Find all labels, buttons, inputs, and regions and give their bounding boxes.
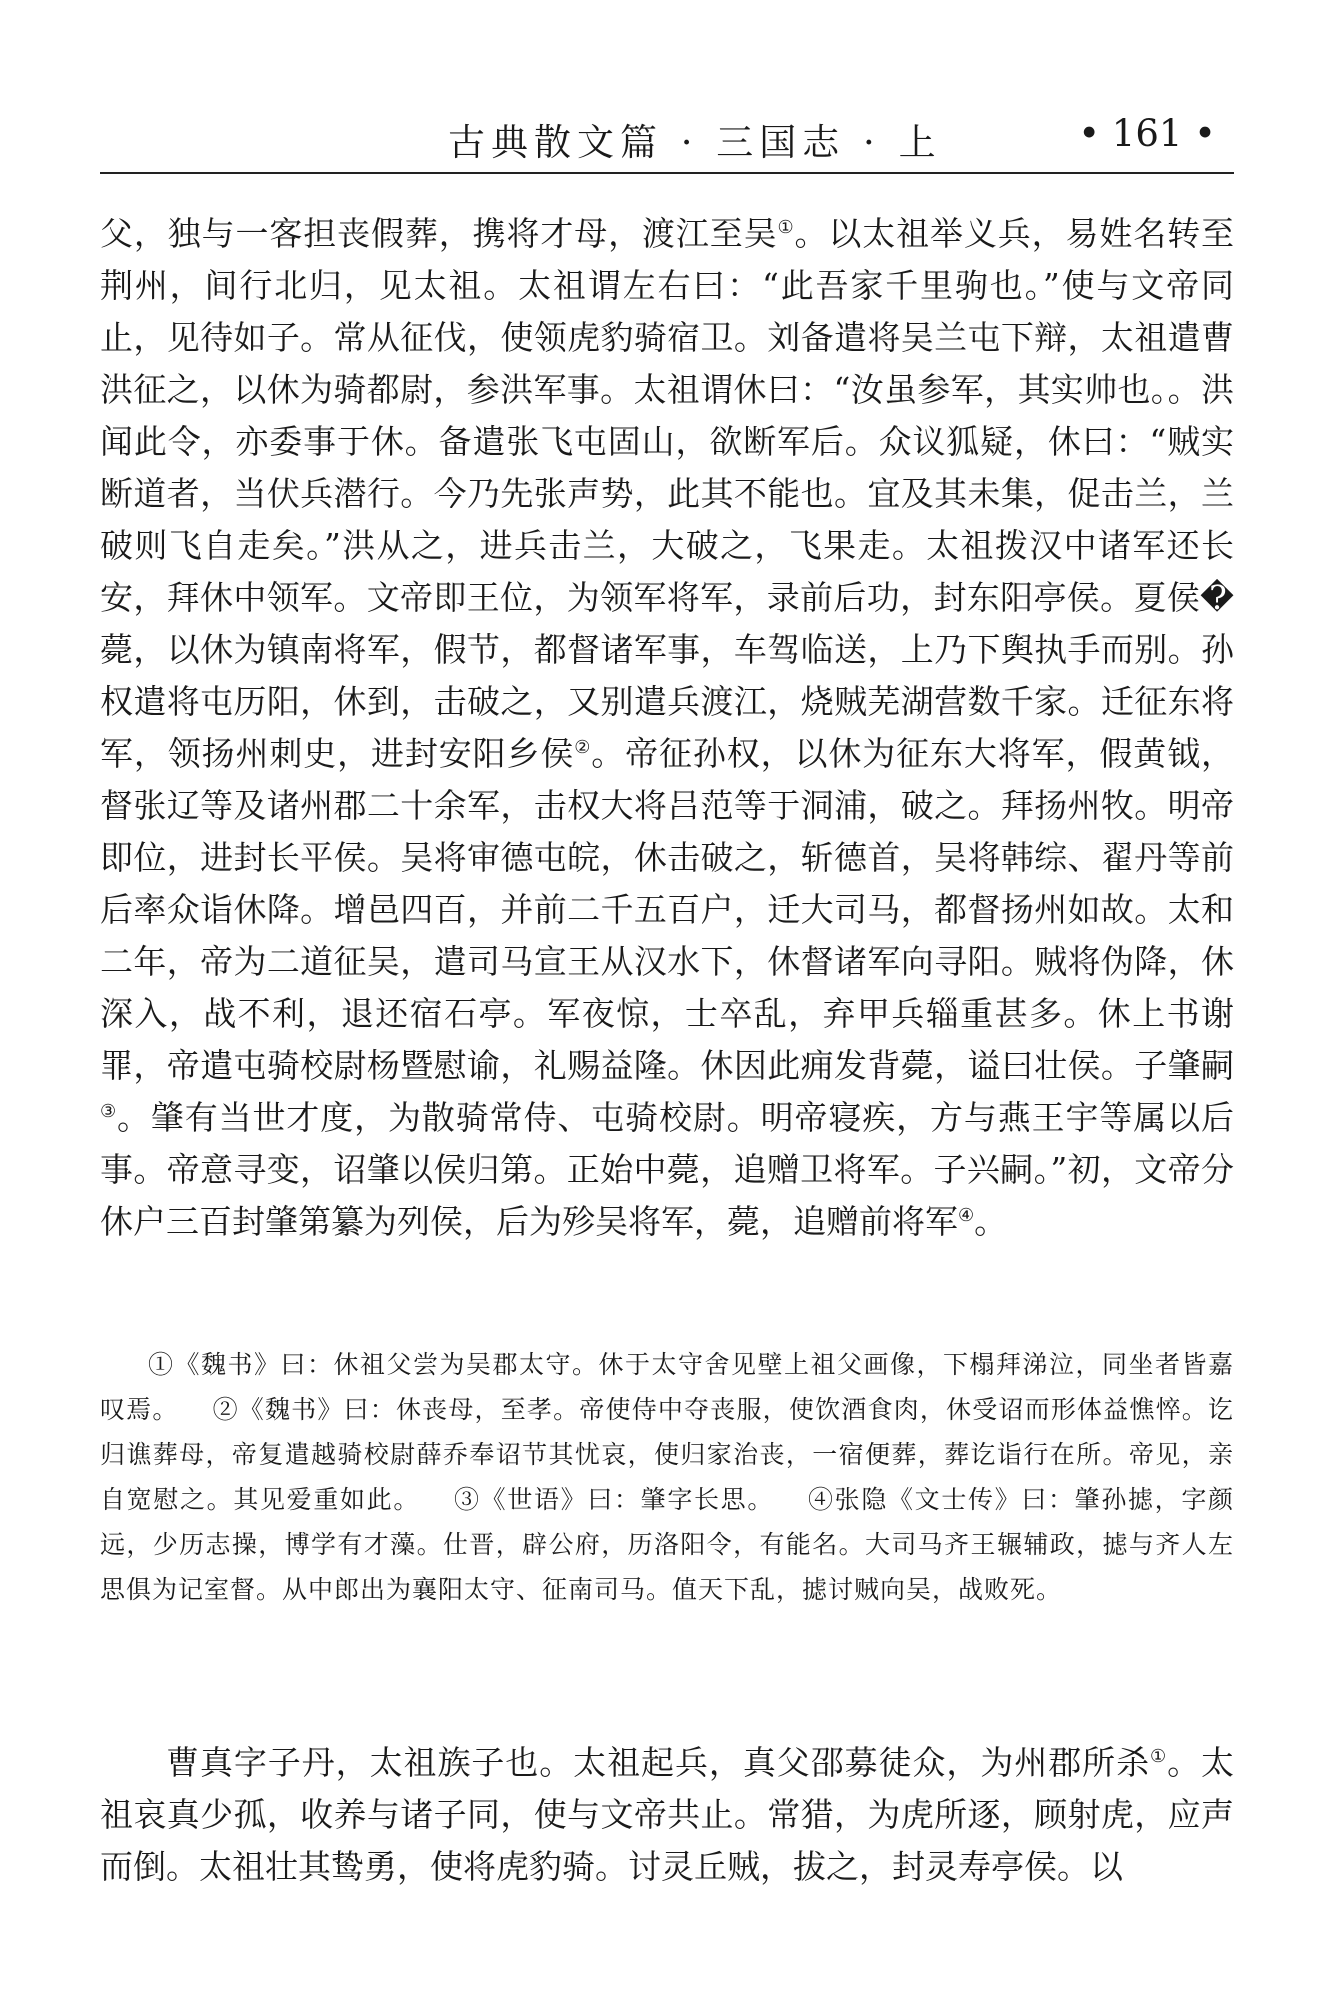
footnote-ref-p2-1: ① (1150, 1746, 1168, 1767)
footnote-ref-1: ① (777, 217, 795, 238)
page-number: • 161 • (1078, 112, 1216, 155)
footnote-ref-4: ④ (958, 1205, 975, 1226)
footnotes-block (100, 1342, 1234, 1612)
text-segment: 。肇有当世才度，为散骑常侍、屯骑校尉。明帝寝疾，方与燕王宇等属以后事。帝意寻变，诏肇以侯归第。正始中薨，追赠卫将军。子兴嗣。”初，文帝分休户三百封肇第纂为列侯，后为殄吴将军，薨，追赠前将军 (100, 1098, 1235, 1241)
text-segment: 。太祖哀真少孤，收养与诸子同，使与文帝共止。常猎，为虎所逐，顾射虎，应声而倒。太祖壮其鸷勇，使将虎豹骑。讨灵丘贼，拔之，封灵寿亭侯。以 (100, 1743, 1235, 1886)
footnote-ref-2: ② (574, 737, 592, 758)
footnote-2: ②《魏书》曰：休丧母，至孝。帝使侍中夺丧服，使饮酒食肉，休受诏而形体益憔悴。讫归谯葬母，帝复遣越骑校尉薛乔奉诏节其忧哀，使归家治丧，一宿便葬，葬讫诣行在所。帝见，亲自宽慰之。其见爱重如此。 (100, 1395, 1234, 1514)
footnote-1: ①《魏书》曰：休祖父尝为吴郡太守。休于太守舍见壁上祖父画像，下榻拜涕泣，同坐者皆嘉叹焉。 (100, 1350, 1234, 1424)
text-segment: 。帝征孙权，以休为征东大将军，假黄钺，督张辽等及诸州郡二十余军，击权大将吕范等于洞浦，破之。拜扬州牧。明帝即位，进封长平侯。吴将审德屯皖，休击破之，斩德首，吴将韩综、翟丹等前后率众诣休降。增邑四百，并前二千五百户，迁大司马，都督扬州如故。太和二年，帝为二道征吴，遣司马宣王从汉水下，休督诸军向寻阳。贼将伪降，休深入，战不利，退还宿石亭。军夜惊，士卒乱，弃甲兵辎重甚多。休上书谢罪，帝遣屯骑校尉杨暨慰谕，礼赐益隆。休因此痈发背薨，谥曰壮侯。子肇嗣 (100, 734, 1235, 1085)
footnote-ref-3: ③ (100, 1101, 118, 1122)
body-paragraph-1 (100, 208, 1234, 1248)
running-title: 古典散文篇 · 三国志 · 上 (448, 121, 942, 164)
body-paragraph-2 (100, 1737, 1234, 1893)
text-segment: 。 (974, 1202, 1008, 1241)
footnote-4: ④张隐《文士传》曰：肇孙摅，字颜远，少历志操，博学有才藻。仕晋，辟公府，历洛阳令，有能名。大司马齐王辗辅政，摅与齐人左思俱为记室督。从中郎出为襄阳太守、征南司马。值天下乱，摅讨贼向吴，战败死。 (100, 1485, 1234, 1604)
text-segment: 。以太祖举义兵，易姓名转至荆州，间行北归，见太祖。太祖谓左右曰：“此吾家千里驹也。”使与文帝同止，见待如子。常从征伐，使领虎豹骑宿卫。刘备遣将吴兰屯下辩，太祖遣曹洪征之，以休为骑都尉，参洪军事。太祖谓休曰：“汝虽参军，其实帅也。。洪闻此令，亦委事于休。备遣张飞屯固山，欲断军后。众议狐疑，休曰：“贼实断道者，当伏兵潜行。今乃先张声势，此其不能也。宜及其未集，促击兰，兰破则飞自走矣。”洪从之，进兵击兰，大破之，飞果走。太祖拨汉中诸军还长安，拜休中领军。文帝即王位，为领军将军，录前后功，封东阳亭侯。夏侯�薨，以休为镇南将军，假节，都督诸军事，车驾临送，上乃下舆执手而别。孙权遣将屯历阳，休到，击破之，又别遣兵渡江，烧贼芜湖营数千家。迁征东将军，领扬州刺史，进封安阳乡侯 (100, 214, 1235, 773)
text-segment: 曹真字子丹，太祖族子也。太祖起兵，真父邵募徒众，为州郡所杀 (166, 1743, 1150, 1782)
page-header (100, 104, 1234, 174)
text-segment: 父，独与一客担丧假葬，携将才母，渡江至吴 (100, 214, 778, 253)
footnote-3: ③《世语》曰：肇字长思。 (454, 1485, 774, 1514)
